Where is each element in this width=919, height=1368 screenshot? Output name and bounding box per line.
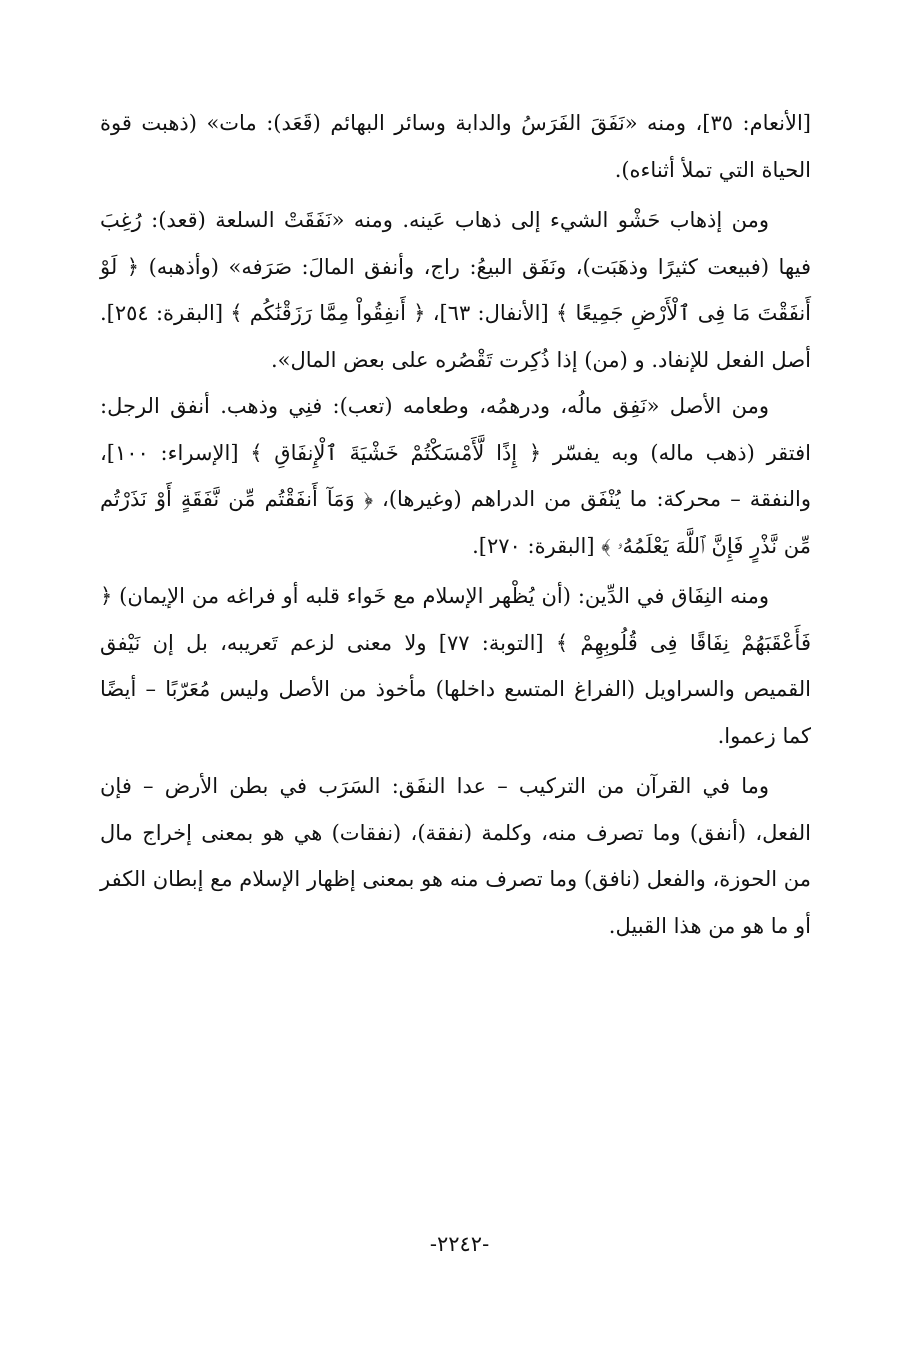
paragraph-5: وما في القرآن من التركيب – عدا النفَق: السَرَب في بطن الأرض – فإن الفعل، (أنفق) وما تصرف منه، وكلمة (نفقة)، (نفقات) هي هو بمعنى إخراج مال من الحوزة، والفعل (نافق) وما تصرف منه هو بمعنى إظهار الإسلام مع إبطان الكفر أو ما هو من هذا القبيل. xyxy=(100,774,811,938)
paragraph-4: ومنه النِفَاق في الدِّين: (أن يُظْهر الإسلام مع خَواء قلبه أو فراغه من الإيمان) ﴿ فَأَعْقَبَهُمْ نِفَاقًا فِى قُلُوبِهِمْ ﴾ [التوبة: ٧٧] ولا معنى لزعم تَعريبه، بل إن نَيْفق القميص والسراويل (الفراغ المتسع داخلها) مأخوذ من الأصل وليس مُعَرّبًا – أيضًا كما زعموا. xyxy=(100,584,811,748)
paragraph-2: ومن إذهاب حَشْو الشيء إلى ذهاب عَينه. ومنه «نَفَقَتْ السلعة (قعد): رُغِبَ فيها (فبيعت كثيرًا وذهَبَت)، ونَفَق البيعُ: راج، وأنفق المالَ: صَرَفه» (وأذهبه) ﴿ لَوْ أَنفَقْتَ مَا فِى ٱلْأَرْضِ جَمِيعًا ﴾ [الأنفال: ٦٣]، ﴿ أَنفِقُواْ مِمَّا رَزَقْنَٰكُم ﴾ [البقرة: ٢٥٤]. أصل الفعل للإنفاد. و (من) إذا ذُكِرت تَقْصُره على بعض المال». xyxy=(100,208,811,372)
paragraph-1: [الأنعام: ٣٥]، ومنه «نَفَقَ الفَرَسُ والدابة وسائر البهائم (قَعَد): مات» (ذهبت قوة الحياة التي تملأ أثناءه). xyxy=(100,111,811,182)
paragraph-3: ومن الأصل «نَفِق مالُه، ودرهمُه، وطعامه (تعب): فنِي وذهب. أنفق الرجل: افتقر (ذهب ماله) وبه يفسّر ﴿ إِذًا لَّأَمْسَكْتُمْ خَشْيَةَ ٱلْإِنفَاقِ ﴾ [الإسراء: ١٠٠]، والنفقة – محركة: ما يُنْفَق من الدراهم (وغيرها)، ﴿ وَمَآ أَنفَقْتُم مِّن نَّفَقَةٍ أَوْ نَذَرْتُم مِّن نَّذْرٍ فَإِنَّ ٱللَّهَ يَعْلَمُهُۥ ﴾ [البقرة: ٢٧٠]. xyxy=(100,394,811,558)
body-text xyxy=(100,100,811,949)
page-number: -٢٢٤٢- xyxy=(429,1232,490,1256)
